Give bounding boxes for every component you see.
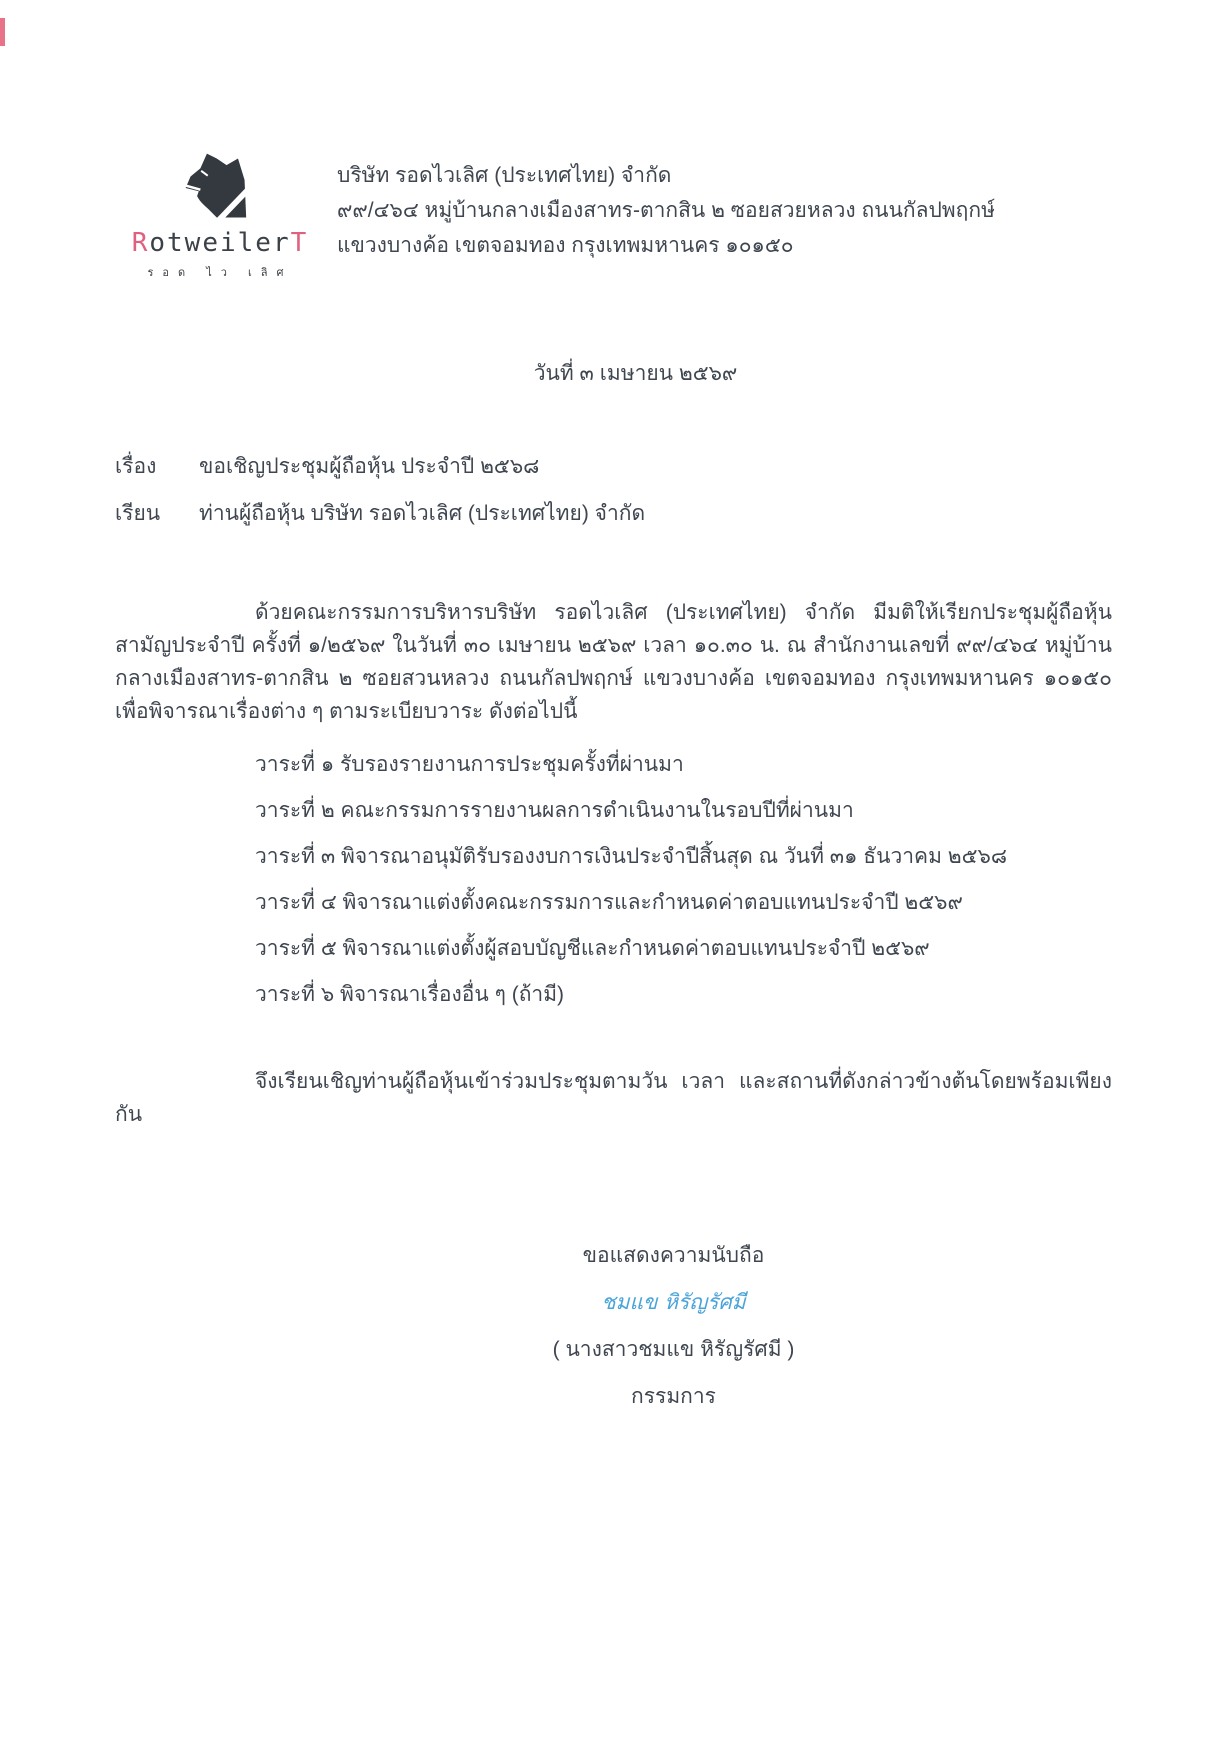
agenda-item-4: วาระที่ ๔ พิจารณาแต่งตั้งคณะกรรมการและกำหนดค่าตอบแทนประจำปี ๒๕๖๙ [255, 891, 963, 914]
brand-wordmark [115, 228, 325, 258]
printed-name: ( นางสาวชมแข หิรัญรัศมี ) [552, 1338, 795, 1361]
brand-thai-subtext: รอด ไว เลิศ [147, 267, 293, 279]
recipient-label: เรียน [115, 502, 161, 525]
brand-letter-t: T [290, 228, 309, 258]
subject-text: ขอเชิญประชุมผู้ถือหุ้น ประจำปี ๒๕๖๘ [199, 455, 540, 478]
subject-label: เรื่อง [115, 455, 157, 478]
recipient-row [115, 497, 1112, 530]
body-paragraph: ด้วยคณะกรรมการบริหารบริษัท รอดไวเลิศ (ประเทศไทย) จำกัด มีมติให้เรียกประชุมผู้ถือหุ้นสามัญประจำปี ครั้งที่ ๑/๒๕๖๙ ในวันที่ ๓๐ เมษายน ๒๕๖๙ เวลา ๑๐.๓๐ น. ณ สำนักงานเลขที่ ๙๙/๔๖๔ หมู่บ้านกลางเมืองสาทร-ตากสิน ๒ ซอยสวนหลวง ถนนกัลปพฤกษ์ แขวงบางค้อ เขตจอมทอง กรุงเทพมหานคร ๑๐๑๕๐ เพื่อพิจารณาเรื่องต่าง ๆ ตามระเบียบวาระ ดังต่อไปนี้ [115, 601, 1112, 723]
agenda-item-2: วาระที่ ๒ คณะกรรมการรายงานผลการดำเนินงานในรอบปีที่ผ่านมา [255, 799, 854, 822]
agenda-item-1: วาระที่ ๑ รับรองรายงานการประชุมครั้งที่ผ่านมา [255, 753, 684, 776]
closing-paragraph: จึงเรียนเชิญท่านผู้ถือหุ้นเข้าร่วมประชุมตามวัน เวลา และสถานที่ดังกล่าวข้างต้นโดยพร้อมเพียงกัน [115, 1070, 1112, 1126]
signer-title: กรรมการ [631, 1385, 716, 1408]
company-name: บริษัท รอดไวเลิศ (ประเทศไทย) จำกัด [337, 164, 672, 187]
letter-date: วันที่ ๓ เมษายน ๒๕๖๙ [533, 362, 738, 385]
company-address-line2: แขวงบางค้อ เขตจอมทอง กรุงเทพมหานคร ๑๐๑๕๐ [337, 234, 794, 257]
company-logo [115, 148, 325, 281]
company-address-block [325, 148, 995, 263]
agenda-item-5: วาระที่ ๕ พิจารณาแต่งตั้งผู้สอบบัญชีและกำหนดค่าตอบแทนประจำปี ๒๕๖๙ [255, 937, 930, 960]
recipient-text: ท่านผู้ถือหุ้น บริษัท รอดไวเลิศ (ประเทศไทย) จำกัด [199, 502, 646, 525]
rottweiler-dog-head-icon [177, 152, 263, 224]
agenda-item-3: วาระที่ ๓ พิจารณาอนุมัติรับรองงบการเงินประจำปีสิ้นสุด ณ วันที่ ๓๑ ธันวาคม ๒๕๖๘ [255, 845, 1008, 868]
brand-middle: otweiler [149, 228, 291, 258]
agenda-list [255, 748, 1112, 1011]
handwritten-signature: ชมแข หิรัญรัศมี [601, 1290, 746, 1314]
company-address-line1: ๙๙/๔๖๔ หมู่บ้านกลางเมืองสาทร-ตากสิน ๒ ซอยสวยหลวง ถนนกัลปพฤกษ์ [337, 199, 995, 222]
scan-edge-mark [0, 18, 5, 46]
brand-letter-r: R [131, 228, 150, 258]
subject-row [115, 450, 1112, 483]
agenda-item-6: วาระที่ ๖ พิจารณาเรื่องอื่น ๆ (ถ้ามี) [255, 983, 565, 1006]
signature-block [175, 1239, 1172, 1413]
letterhead [115, 148, 1112, 281]
salutation: ขอแสดงความนับถือ [582, 1244, 765, 1267]
